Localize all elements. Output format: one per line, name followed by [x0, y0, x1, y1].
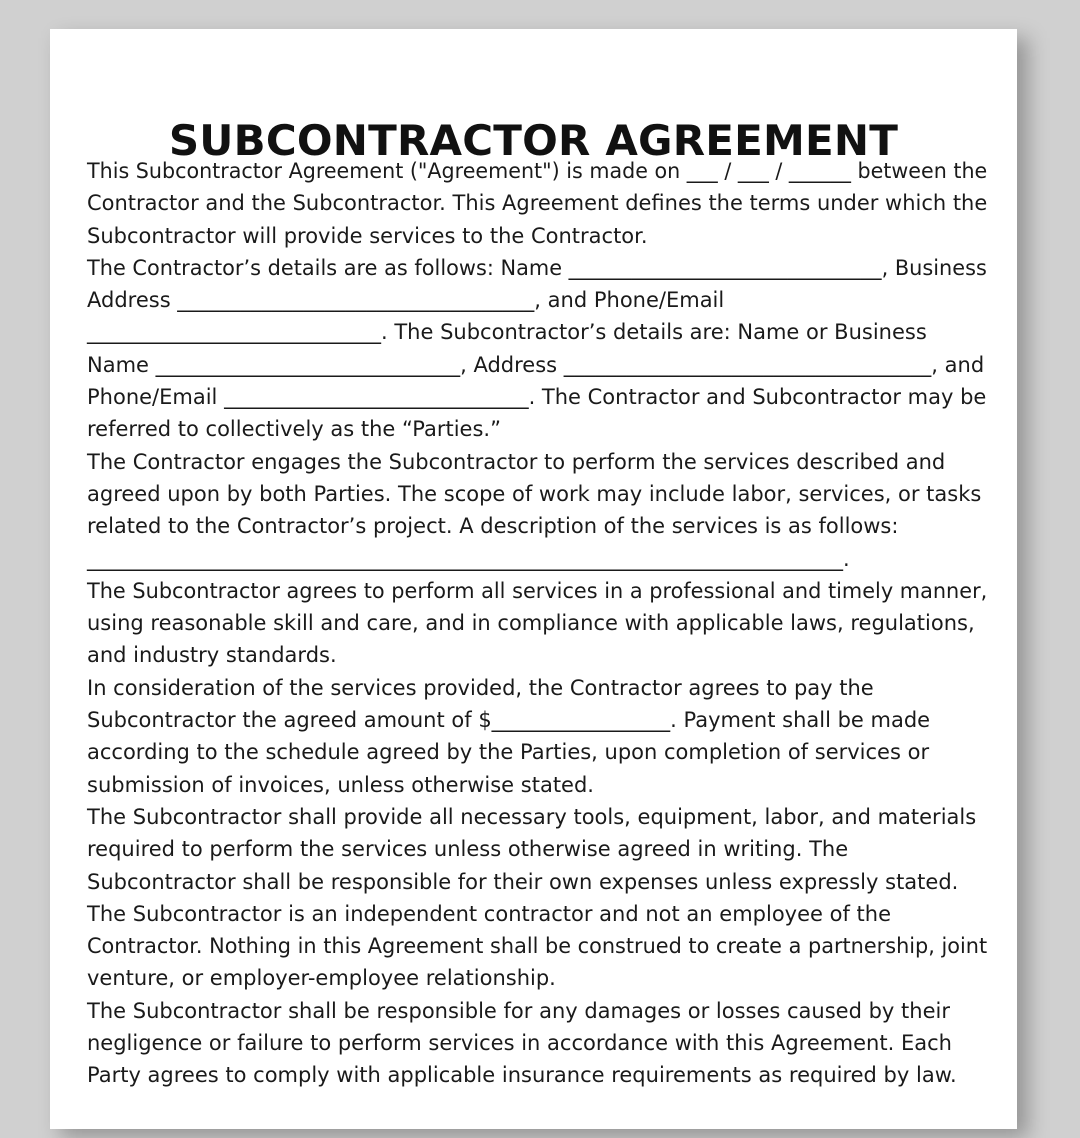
body-line: Address __________________________________, and Phone/Email: [87, 288, 725, 313]
body-line: The Subcontractor is an independent contractor and not an employee of the: [87, 901, 891, 926]
body-line: Subcontractor will provide services to the Contractor.: [87, 223, 648, 248]
body-line: venture, or employer-employee relationship.: [87, 966, 556, 991]
body-line: The Subcontractor shall provide all necessary tools, equipment, labor, and materials: [87, 804, 977, 829]
body-line: Contractor. Nothing in this Agreement shall be construed to create a partnership, joint: [87, 934, 988, 959]
body-line: according to the schedule agreed by the Parties, upon completion of services or: [87, 740, 930, 765]
body-line: negligence or failure to perform services in accordance with this Agreement. Each: [87, 1031, 952, 1056]
body-line: Contractor and the Subcontractor. This Agreement defines the terms under which the: [87, 191, 988, 216]
document-page: [50, 29, 1017, 1129]
body-line: The Contractor’s details are as follows: Name ______________________________, Business: [87, 255, 987, 280]
body-line: The Subcontractor agrees to perform all services in a professional and timely manner,: [87, 578, 988, 603]
body-line: Subcontractor shall be responsible for their own expenses unless expressly stated.: [87, 869, 959, 894]
body-line: required to perform the services unless otherwise agreed in writing. The: [87, 837, 849, 862]
body-line: related to the Contractor’s project. A description of the services is as follows:: [87, 514, 899, 539]
body-line: ________________________________________________________________________.: [87, 546, 850, 571]
document-title: SUBCONTRACTOR AGREEMENT: [168, 116, 899, 165]
body-line: The Contractor engages the Subcontractor to perform the services described and: [87, 449, 946, 474]
body-line: ____________________________. The Subcontractor’s details are: Name or Business: [87, 320, 927, 345]
document-body: [87, 155, 987, 1092]
body-line: Phone/Email _____________________________. The Contractor and Subcontractor may be: [87, 385, 987, 410]
body-line: Name _____________________________, Address ___________________________________, and: [87, 352, 985, 377]
body-line: agreed upon by both Parties. The scope of work may include labor, services, or tasks: [87, 481, 982, 506]
body-line: using reasonable skill and care, and in compliance with applicable laws, regulations,: [87, 611, 975, 636]
body-line: submission of invoices, unless otherwise stated.: [87, 772, 594, 797]
body-line: The Subcontractor shall be responsible for any damages or losses caused by their: [87, 998, 950, 1023]
body-line: In consideration of the services provided, the Contractor agrees to pay the: [87, 675, 874, 700]
body-line: Party agrees to comply with applicable insurance requirements as required by law.: [87, 1063, 957, 1088]
body-line: This Subcontractor Agreement ("Agreement") is made on ___ / ___ / ______ between the: [87, 159, 988, 183]
body-line: referred to collectively as the “Parties.”: [87, 417, 501, 442]
body-line: Subcontractor the agreed amount of $_________________. Payment shall be made: [87, 708, 931, 733]
body-line: and industry standards.: [87, 643, 337, 668]
